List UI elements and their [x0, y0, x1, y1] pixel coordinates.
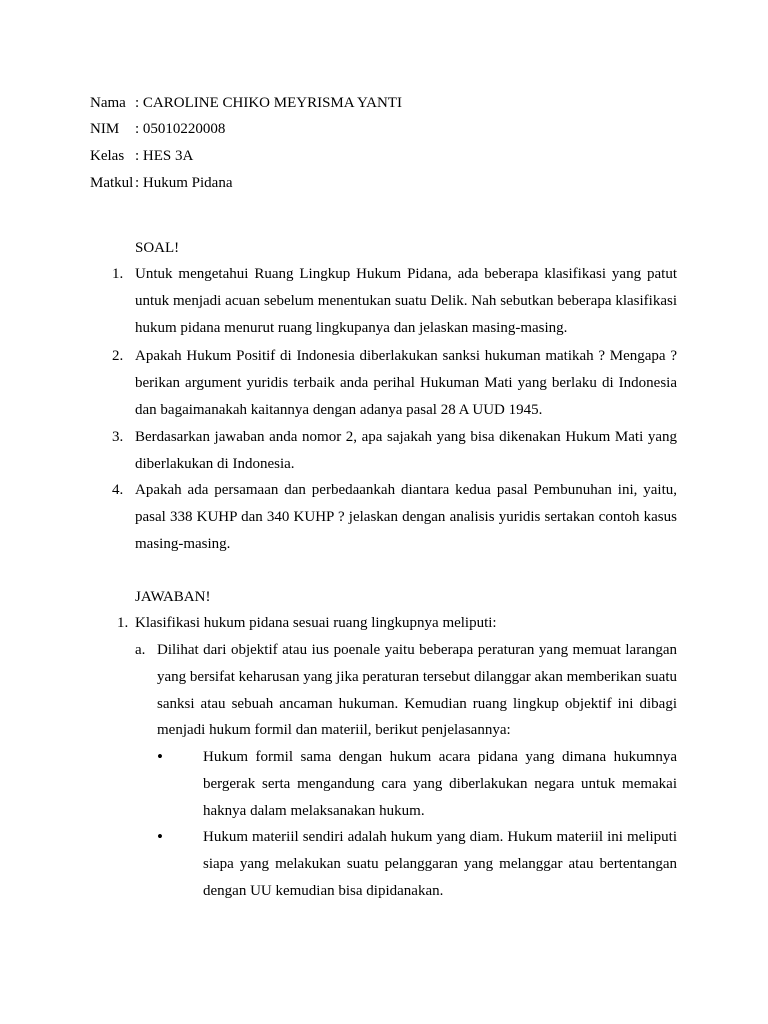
soal-item: Apakah ada persamaan dan perbedaankah diantara kedua pasal Pembunuhan ini, yaitu, pasal 338 KUHP dan 340 KUHP ? jelaskan dengan analisis yuridis sertakan contoh kasus masing-masing. — [135, 482, 677, 552]
jawaban-item-text: Klasifikasi hukum pidana sesuai ruang lingkupnya meliputi: — [135, 615, 497, 631]
field-label-matkul: Matkul — [90, 175, 134, 191]
soal-number: 4. — [112, 482, 124, 498]
soal-item: Apakah Hukum Positif di Indonesia diberlakukan sanksi hukuman matikah ? Mengapa ? berikan argument yuridis terbaik anda perihal Hukuman Mati yang berlaku di Indonesia dan bagaimanakah kaitannya dengan adanya pasal 28 A UUD 1945. — [135, 348, 677, 418]
soal-item: Untuk mengetahui Ruang Lingkup Hukum Pidana, ada beberapa klasifikasi yang patut untuk menjadi acuan sebelum menentukan suatu Delik. Nah sebutkan beberapa klasifikasi hukum pidana menurut ruang lingkupanya dan jelaskan masing-masing. — [135, 266, 677, 336]
field-label-nama: Nama — [90, 95, 126, 111]
soal-number: 3. — [112, 429, 124, 445]
soal-heading: SOAL! — [135, 240, 180, 256]
jawaban-heading: JAWABAN! — [135, 589, 211, 605]
bullet-icon: • — [157, 827, 163, 846]
field-label-kelas: Kelas — [90, 148, 125, 164]
bullet-icon: • — [157, 747, 163, 766]
field-value-kelas: : HES 3A — [135, 148, 194, 164]
sub-item-text: Dilihat dari objektif atau ius poenale yaitu beberapa peraturan yang memuat larangan yang bersifat keharusan yang jika peraturan tersebut dilanggar akan memberikan suatu sanksi atau sebuah ancaman hukuman. Kemudian ruang lingkup objektif ini dibagi menjadi hukum formil dan materiil, berikut penjelasannya: — [157, 642, 677, 739]
field-label-nim: NIM — [90, 121, 120, 137]
soal-item: Berdasarkan jawaban anda nomor 2, apa sajakah yang bisa dikenakan Hukum Mati yang diberlakukan di Indonesia. — [135, 429, 677, 472]
jawaban-number: 1. — [117, 615, 129, 631]
soal-number: 2. — [112, 348, 124, 364]
field-value-nim: : 05010220008 — [135, 121, 226, 137]
field-value-matkul: : Hukum Pidana — [135, 175, 233, 191]
bullet-item: Hukum materiil sendiri adalah hukum yang diam. Hukum materiil ini meliputi siapa yang melakukan suatu pelanggaran yang melanggar atau bertentangan dengan UU kemudian bisa dipidanakan. — [203, 829, 677, 899]
field-value-nama: : CAROLINE CHIKO MEYRISMA YANTI — [135, 95, 402, 111]
bullet-item: Hukum formil sama dengan hukum acara pidana yang dimana hukumnya bergerak serta mengandung cara yang diberlakukan negara untuk memakai haknya dalam melaksanakan hukum. — [203, 749, 677, 819]
soal-number: 1. — [112, 266, 124, 282]
sub-item-label: a. — [135, 642, 146, 658]
